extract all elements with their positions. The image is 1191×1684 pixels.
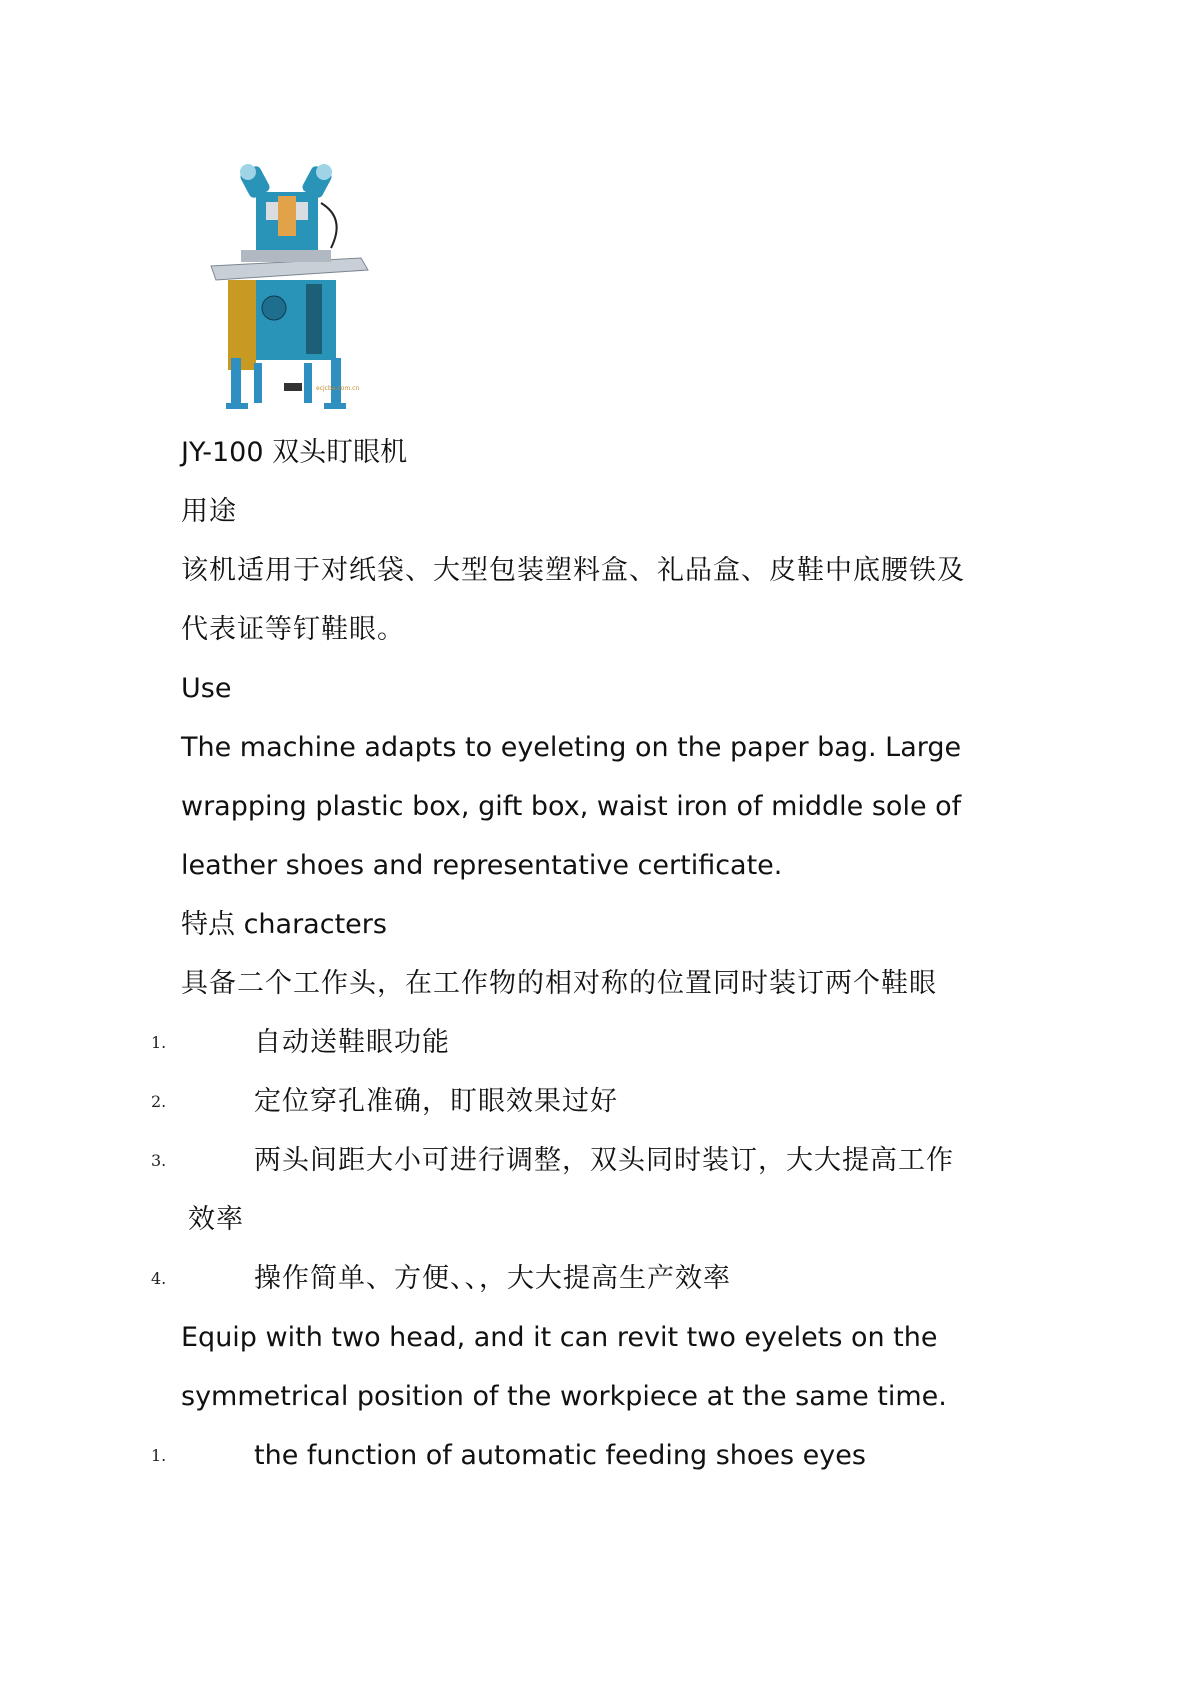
list-item-continuation: 效率 [188,1204,244,1235]
list-number: 2. [151,1092,167,1111]
list-item: 两头间距大小可进行调整，双头同时装订，大大提高工作 [254,1145,954,1176]
features-intro-cn: 具备二个工作头，在工作物的相对称的位置同时装订两个鞋眼 [181,968,937,999]
purpose-en-line-3: leather shoes and representative certificate. [181,850,783,881]
list-number: 4. [151,1269,167,1288]
list-number: 1. [151,1033,167,1052]
purpose-cn-line-2: 代表证等钉鞋眼。 [181,614,405,645]
list-number: 1. [151,1446,167,1465]
features-heading: 特点 characters [181,909,387,940]
purpose-cn-line-1: 该机适用于对纸袋、大型包装塑料盒、礼品盒、皮鞋中底腰铁及 [181,555,965,586]
list-item: the function of automatic feeding shoes eyes [254,1440,866,1471]
features-intro-en-line-2: symmetrical position of the workpiece at the same time. [181,1381,947,1412]
list-item: 自动送鞋眼功能 [254,1027,450,1058]
purpose-en-line-1: The machine adapts to eyeleting on the paper bag. Large [181,732,962,763]
list-number: 3. [151,1151,167,1170]
product-image [186,158,376,413]
features-intro-en-line-1: Equip with two head, and it can revit two eyelets on the [181,1322,938,1353]
purpose-heading-en: Use [181,673,232,704]
product-title: JY-100 双头盯眼机 [181,437,408,468]
list-item: 操作简单、方便、、，大大提高生产效率 [254,1263,731,1294]
list-item: 定位穿孔准确，盯眼效果过好 [254,1086,618,1117]
image-watermark: ecjcba.com.cn [316,385,360,392]
purpose-heading-cn: 用途 [181,496,237,527]
purpose-en-line-2: wrapping plastic box, gift box, waist iron of middle sole of [181,791,962,822]
